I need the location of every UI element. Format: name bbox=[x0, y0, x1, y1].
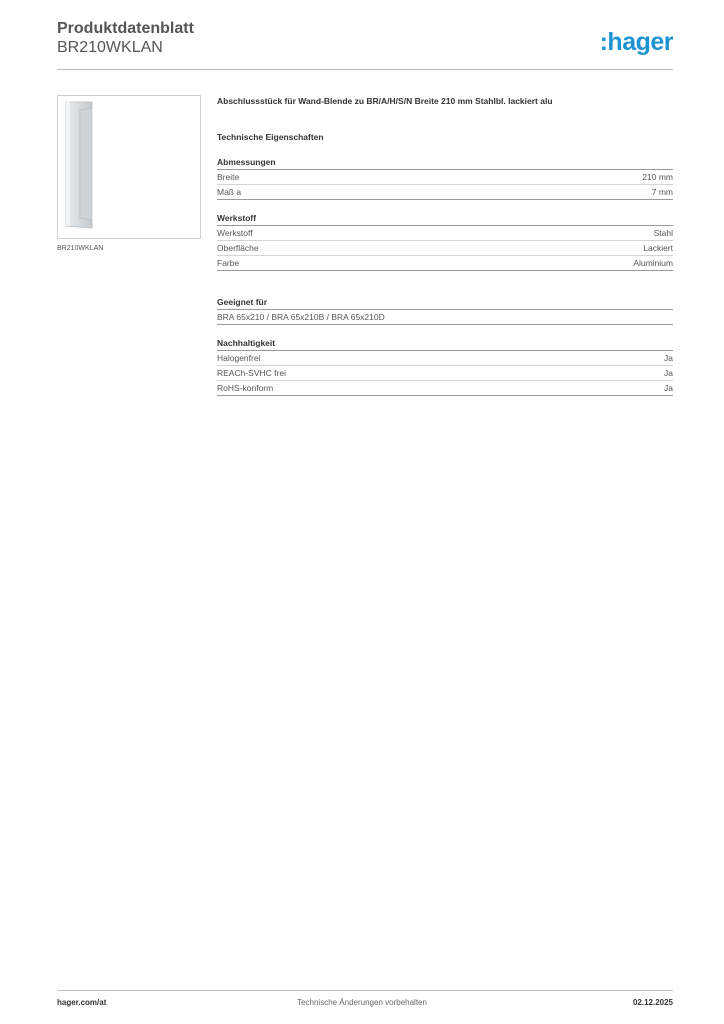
spec-label: Maß a bbox=[217, 187, 242, 197]
technical-properties-heading: Technische Eigenschaften bbox=[217, 132, 324, 142]
footer-website-link[interactable]: hager.com/at bbox=[57, 998, 107, 1007]
spec-label: Oberfläche bbox=[217, 243, 259, 253]
section-nachhaltigkeit bbox=[217, 338, 673, 396]
section-title: Geeignet für bbox=[217, 297, 673, 310]
footer-notice: Technische Änderungen vorbehalten bbox=[297, 998, 427, 1007]
product-description: Abschlussstück für Wand-Blende zu BR/A/H/S/N Breite 210 mm Stahlbl. lackiert alu bbox=[217, 96, 553, 106]
spec-row bbox=[217, 366, 673, 381]
section-title: Werkstoff bbox=[217, 213, 673, 226]
footer-divider bbox=[57, 990, 673, 991]
product-image-caption: BR210WKLAN bbox=[57, 245, 104, 252]
spec-label: RoHS-konform bbox=[217, 383, 274, 393]
spec-label: Werkstoff bbox=[217, 228, 253, 238]
spec-value: Lackiert bbox=[643, 243, 673, 253]
spec-row bbox=[217, 256, 673, 271]
page-header bbox=[57, 20, 673, 70]
spec-label: Breite bbox=[217, 172, 240, 182]
spec-value: Ja bbox=[664, 368, 673, 378]
spec-value: Ja bbox=[664, 353, 673, 363]
spec-value: 210 mm bbox=[642, 172, 673, 182]
spec-value: Stahl bbox=[653, 228, 673, 238]
spec-row bbox=[217, 241, 673, 256]
spec-row bbox=[217, 310, 673, 325]
spec-row bbox=[217, 170, 673, 185]
hager-logo: :hager bbox=[599, 28, 673, 56]
document-title: Produktdatenblatt bbox=[57, 20, 194, 37]
section-abmessungen bbox=[217, 157, 673, 200]
spec-label: REACh-SVHC frei bbox=[217, 368, 286, 378]
product-image-frame bbox=[57, 95, 201, 239]
section-title: Abmessungen bbox=[217, 157, 673, 170]
spec-row bbox=[217, 351, 673, 366]
footer-date: 02.12.2025 bbox=[632, 998, 673, 1007]
spec-row bbox=[217, 381, 673, 396]
spec-row bbox=[217, 185, 673, 200]
spec-content bbox=[217, 96, 673, 409]
spec-value: Ja bbox=[664, 383, 673, 393]
spec-value: 7 mm bbox=[651, 187, 673, 197]
product-image bbox=[58, 96, 202, 240]
section-geeignet bbox=[217, 297, 673, 325]
spec-label: Farbe bbox=[217, 258, 240, 268]
compatible-products: BRA 65x210 / BRA 65x210B / BRA 65x210D bbox=[217, 312, 385, 322]
section-title: Nachhaltigkeit bbox=[217, 338, 673, 351]
spec-row bbox=[217, 226, 673, 241]
header-divider bbox=[57, 69, 673, 70]
section-werkstoff bbox=[217, 213, 673, 271]
product-code: BR210WKLAN bbox=[57, 39, 163, 56]
spec-label: Halogenfrei bbox=[217, 353, 261, 363]
spec-value: Aluminium bbox=[633, 258, 673, 268]
